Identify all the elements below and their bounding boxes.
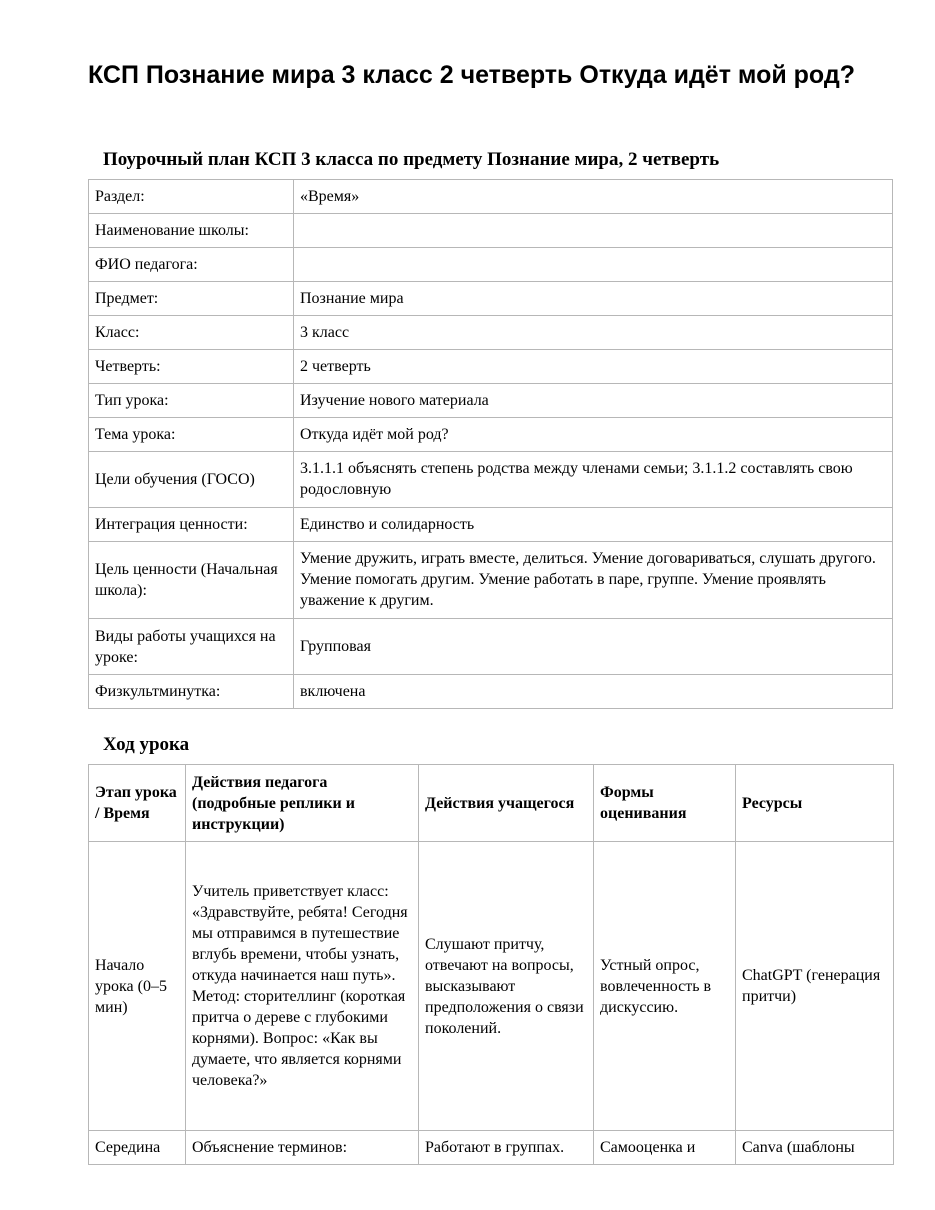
assessment-cell: Самооценка и — [594, 1131, 736, 1165]
stage-cell: Начало урока (0–5 мин) — [89, 842, 186, 1131]
info-value — [294, 248, 893, 282]
info-value: Изучение нового материала — [294, 384, 893, 418]
student-actions-cell: Слушают притчу, отвечают на вопросы, высказывают предположения о связи поколений. — [419, 842, 594, 1131]
info-row — [89, 316, 893, 350]
info-value: Умение дружить, играть вместе, делиться. Умение договариваться, слушать другого. Умение помогать другим. Умение работать в паре, группе. Умение проявлять уважение к другим. — [294, 542, 893, 619]
table-row — [89, 842, 894, 1131]
info-value: Групповая — [294, 619, 893, 675]
info-label: Тема урока: — [89, 418, 294, 452]
info-row — [89, 282, 893, 316]
table-row — [89, 1131, 894, 1165]
lesson-course-heading: Ход урока — [103, 734, 190, 755]
info-value: 2 четверть — [294, 350, 893, 384]
info-value: «Время» — [294, 180, 893, 214]
column-header-student-actions: Действия учащегося — [419, 765, 594, 842]
info-row — [89, 384, 893, 418]
column-header-teacher-actions: Действия педагога (подробные реплики и инструкции) — [186, 765, 419, 842]
info-row — [89, 508, 893, 542]
info-row — [89, 180, 893, 214]
plan-heading: Поурочный план КСП 3 класса по предмету Познание мира, 2 четверть — [103, 149, 720, 170]
info-label: Класс: — [89, 316, 294, 350]
info-row — [89, 214, 893, 248]
resources-cell: ChatGPT (генерация притчи) — [736, 842, 894, 1131]
info-row — [89, 350, 893, 384]
info-row — [89, 248, 893, 282]
info-label: Цель ценности (Начальная школа): — [89, 542, 294, 619]
student-actions-cell: Работают в группах. — [419, 1131, 594, 1165]
info-value: 3.1.1.1 объяснять степень родства между членами семьи; 3.1.1.2 составлять свою родословную — [294, 452, 893, 508]
info-label: Тип урока: — [89, 384, 294, 418]
info-label: Интеграция ценности: — [89, 508, 294, 542]
info-label: Цели обучения (ГОСО) — [89, 452, 294, 508]
assessment-cell: Устный опрос, вовлеченность в дискуссию. — [594, 842, 736, 1131]
info-row — [89, 542, 893, 619]
info-label: Наименование школы: — [89, 214, 294, 248]
document-title: КСП Познание мира 3 класс 2 четверть Откуда идёт мой род? — [88, 61, 856, 89]
info-label: Раздел: — [89, 180, 294, 214]
table-header-row — [89, 765, 894, 842]
info-row — [89, 675, 893, 709]
teacher-actions-cell: Объяснение терминов: — [186, 1131, 419, 1165]
column-header-assessment: Формы оценивания — [594, 765, 736, 842]
info-value: Познание мира — [294, 282, 893, 316]
info-value: включена — [294, 675, 893, 709]
column-header-stage: Этап урока / Время — [89, 765, 186, 842]
resources-cell: Canva (шаблоны — [736, 1131, 894, 1165]
info-row — [89, 619, 893, 675]
column-header-resources: Ресурсы — [736, 765, 894, 842]
info-row — [89, 452, 893, 508]
info-label: Предмет: — [89, 282, 294, 316]
stage-cell: Середина — [89, 1131, 186, 1165]
info-value: 3 класс — [294, 316, 893, 350]
info-label: Виды работы учащихся на уроке: — [89, 619, 294, 675]
info-label: Физкультминутка: — [89, 675, 294, 709]
info-value: Откуда идёт мой род? — [294, 418, 893, 452]
lesson-info-table — [88, 179, 893, 709]
info-row — [89, 418, 893, 452]
info-label: Четверть: — [89, 350, 294, 384]
info-value: Единство и солидарность — [294, 508, 893, 542]
lesson-course-table — [88, 764, 894, 1165]
info-value — [294, 214, 893, 248]
info-label: ФИО педагога: — [89, 248, 294, 282]
teacher-actions-cell: Учитель приветствует класс: «Здравствуйте, ребята! Сегодня мы отправимся в путешествие вглубь времени, чтобы узнать, откуда начинается наш путь». Метод: сторителлинг (короткая притча о дереве с глубокими корнями). Вопрос: «Как вы думаете, что является корнями человека?» — [186, 842, 419, 1131]
